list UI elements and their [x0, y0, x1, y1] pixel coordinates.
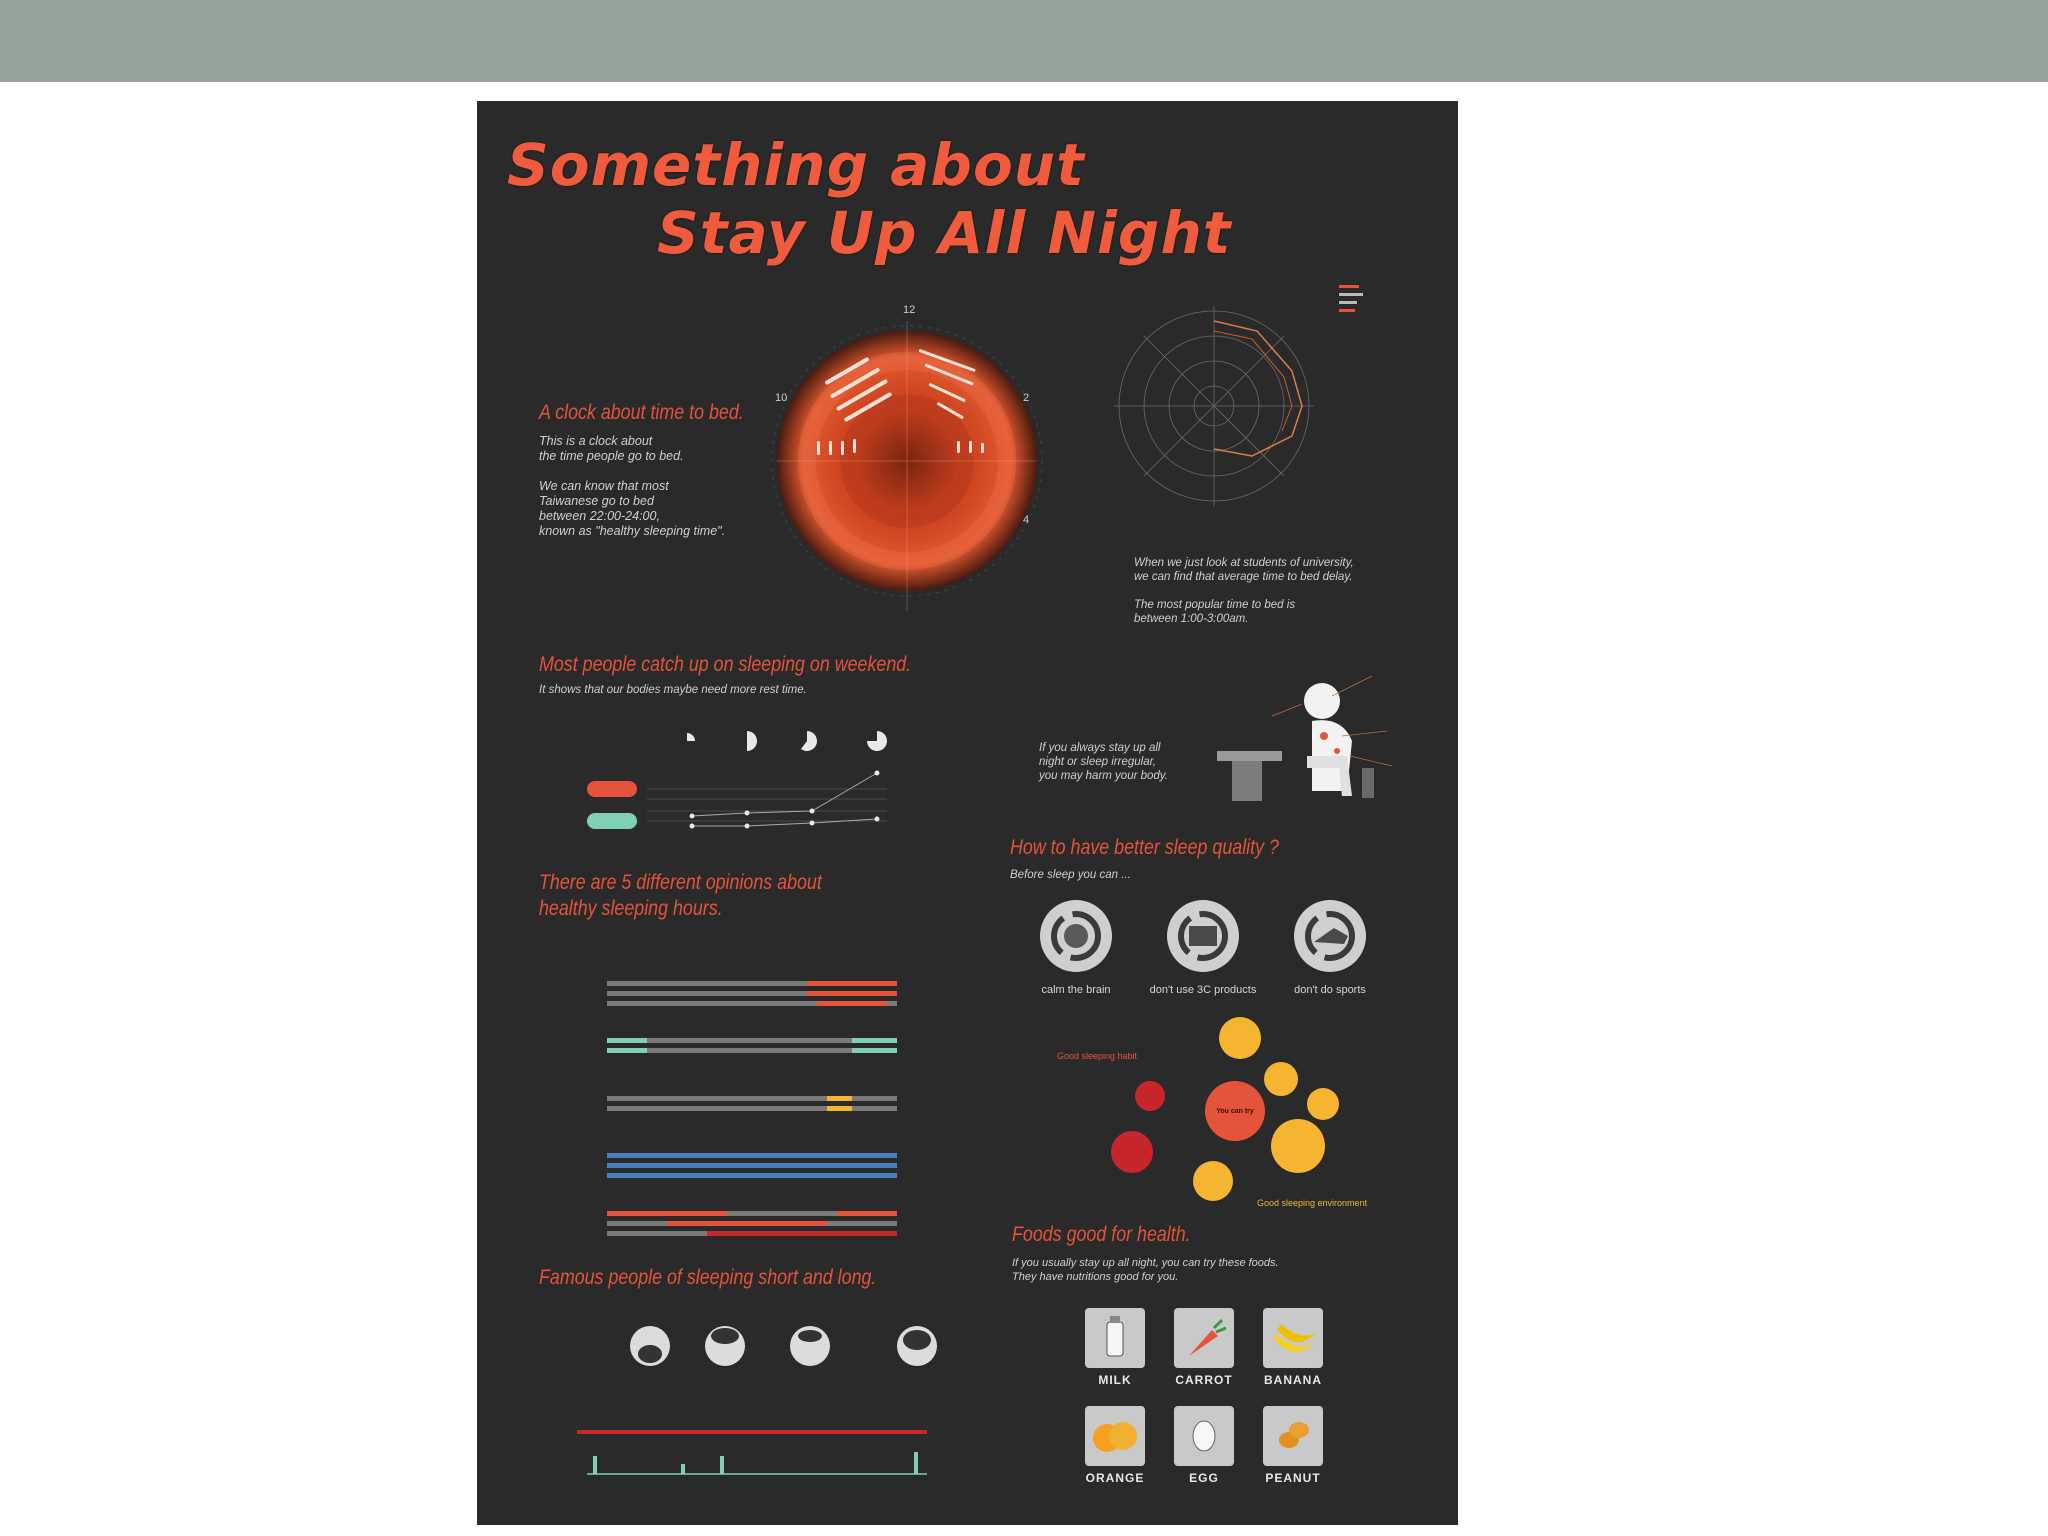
- bubble-6: [1135, 1081, 1165, 1111]
- opinions-heading-line1: There are 5 different opinions about: [539, 871, 822, 894]
- banana-icon: [1263, 1308, 1323, 1368]
- clock-number-4: 4: [1023, 514, 1030, 526]
- clock-number-10: 10: [775, 392, 788, 404]
- opinions-heading-line2: healthy sleeping hours.: [539, 897, 723, 920]
- orange-icon: [1085, 1406, 1145, 1466]
- food-name-carrot: CARROT: [1175, 1373, 1233, 1387]
- opinion-e: [607, 1211, 897, 1236]
- sleep-quality-heading: How to have better sleep quality ?: [1010, 836, 1279, 859]
- foods-description: If you usually stay up all night, you can try these foods. They have nutritions good for you.: [1012, 1257, 1279, 1283]
- sleepless-person-illustration: [1212, 656, 1402, 816]
- food-name-orange: ORANGE: [1085, 1471, 1145, 1485]
- peanut-icon: [1263, 1406, 1323, 1466]
- weekend-heading: Most people catch up on sleeping on weekend.: [539, 653, 912, 676]
- famous-heading: Famous people of sleeping short and long.: [539, 1266, 877, 1289]
- poster-title-line2: Stay Up All Night: [657, 199, 1232, 267]
- famous-people-chart: [577, 1306, 927, 1506]
- center-bubble: You can try: [1205, 1081, 1265, 1141]
- quality-label-1: don't use 3C products: [1149, 984, 1257, 996]
- radar-legend: [1339, 281, 1399, 321]
- milk-icon: [1085, 1308, 1145, 1368]
- environment-label: Good sleeping environment: [1257, 1198, 1368, 1208]
- bubble-1: [1219, 1017, 1261, 1059]
- weekend-sleep-chart: [587, 721, 887, 831]
- clock-heading: A clock about time to bed.: [539, 401, 744, 424]
- head-icon: [1304, 683, 1340, 719]
- body-harm-description: If you always stay up all night or sleep irregular, you may harm your body.: [1039, 742, 1168, 782]
- food-name-milk: MILK: [1098, 1373, 1132, 1387]
- opinion-a: [607, 981, 897, 1006]
- egg-icon: [1174, 1406, 1234, 1466]
- opinion-c: [607, 1096, 897, 1111]
- university-description: When we just look at students of university, we can find that average time to bed delay. The most popular time to bed is between 1:00-3:00am.: [1134, 557, 1354, 625]
- brain-icon: [1040, 900, 1112, 972]
- sleep-quality-subtext: Before sleep you can ...: [1010, 869, 1131, 881]
- bubble-3: [1307, 1088, 1339, 1120]
- bubble-4: [1271, 1119, 1325, 1173]
- bubble-2: [1264, 1062, 1298, 1096]
- quality-label-0: calm the brain: [1041, 984, 1111, 996]
- bubble-5: [1193, 1161, 1233, 1201]
- bubble-7: [1111, 1131, 1153, 1173]
- clock-description: This is a clock about the time people go to bed. We can know that most Taiwanese go to bed between 22:00-24:00, known as "healthy sleeping time".: [539, 434, 726, 538]
- bedtime-clock-chart: [777, 291, 1037, 631]
- slide-header-bar: [0, 0, 2048, 82]
- food-name-peanut: PEANUT: [1265, 1471, 1321, 1485]
- habit-label: Good sleeping habit: [1057, 1051, 1138, 1061]
- quality-label-2: don't do sports: [1294, 984, 1366, 996]
- monitor-icon: [1167, 900, 1239, 972]
- food-name-egg: EGG: [1189, 1471, 1219, 1485]
- opinion-b: [607, 1038, 897, 1053]
- sports-shoe-icon: [1294, 900, 1366, 972]
- foods-heading: Foods good for health.: [1012, 1223, 1191, 1246]
- infographic-poster: [477, 101, 1458, 1525]
- food-name-banana: BANANA: [1264, 1373, 1322, 1387]
- clock-number-2: 2: [1023, 392, 1030, 404]
- poster-title-line1: Something about: [507, 131, 1085, 199]
- opinion-d: [607, 1153, 897, 1178]
- carrot-icon: [1174, 1308, 1234, 1368]
- university-radar-chart: [1102, 281, 1352, 531]
- weekend-description: It shows that our bodies maybe need more rest time.: [539, 684, 807, 696]
- clock-number-12: 12: [903, 304, 916, 316]
